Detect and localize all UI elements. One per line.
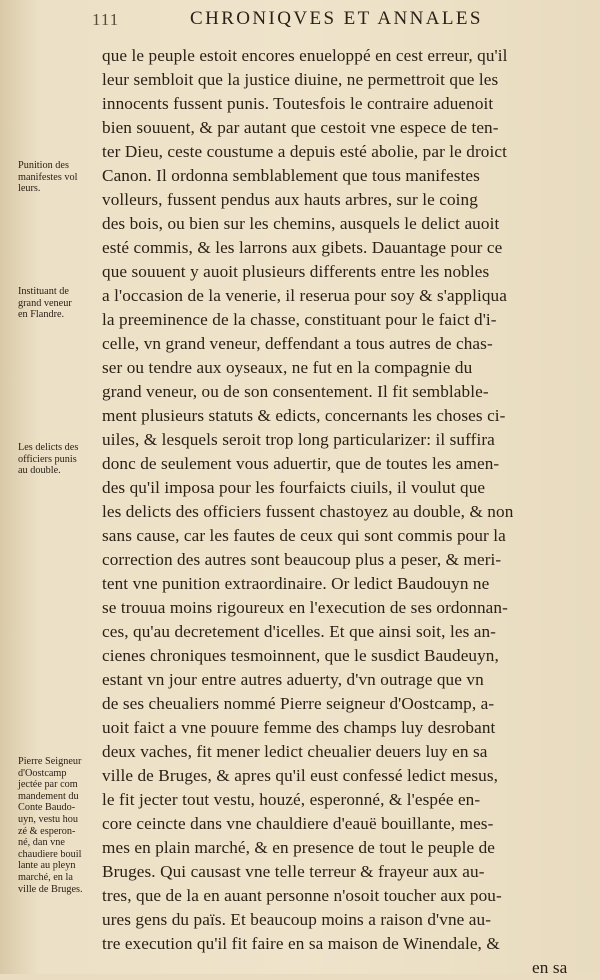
- running-head: CHRONIQVES ET ANNALES: [190, 8, 483, 29]
- note-line: au double.: [18, 465, 61, 477]
- text-line: ser ou tendre aux oyseaux, ne fut en la compagnie du: [102, 358, 473, 377]
- note-line: Conte Baudo-: [18, 802, 76, 814]
- text-line: la preeminence de la chasse, constituant pour le faict d'i-: [102, 310, 497, 329]
- note-line: marché, en la: [18, 871, 73, 883]
- text-line: cienes chroniques tesmoinnent, que le susdict Baudeuyn,: [102, 646, 499, 665]
- text-line: ter Dieu, ceste coustume a depuis esté abolie, par le droict: [102, 142, 507, 161]
- note-line: ville de Bruges.: [18, 883, 83, 895]
- note-line: uyn, vestu hou: [18, 813, 79, 825]
- text-line: que le peuple estoit encores enueloppé en cest erreur, qu'il: [102, 46, 508, 65]
- text-line: uiles, & lesquels seroit trop long particularizer: il suffira: [102, 430, 495, 449]
- note-line: lante au pleyn: [18, 860, 76, 872]
- text-line: se trouua moins rigoureux en l'execution de ses ordonnan-: [102, 598, 508, 617]
- text-line: donc de seulement vous aduertir, que de toutes les amen-: [102, 454, 500, 473]
- note-line: né, dan vne: [18, 837, 65, 849]
- text-line: des bois, ou bien sur les chemins, ausquels le delict auoit: [102, 214, 500, 233]
- text-line: estant vn jour entre autres aduerty, d'vn outrage que vn: [102, 670, 484, 689]
- note-line: Instituant de: [18, 286, 69, 297]
- text-line: a l'occasion de la venerie, il reserua pour soy & s'appliqua: [102, 286, 507, 305]
- note-line: Pierre Seigneur: [18, 756, 82, 767]
- note-line: jectée par com: [18, 779, 78, 791]
- note-line: chaudiere bouil: [18, 848, 82, 860]
- page-header: [0, 4, 600, 32]
- text-line: Bruges. Qui causast vne telle terreur & frayeur aux au-: [102, 862, 485, 881]
- note-line: en Flandre.: [18, 309, 65, 321]
- note-line: zé & esperon-: [18, 825, 76, 837]
- folio-number: 111: [92, 10, 120, 29]
- text-line: uoit faict a vne pouure femme des champs luy desrobant: [102, 718, 496, 737]
- margin-note-punition: [18, 160, 100, 195]
- text-line: grand veneur, ou de son consentement. Il fit semblable-: [102, 382, 489, 401]
- text-line: des qu'il imposa pour les fourfaicts ciuils, il voulut que: [102, 478, 486, 497]
- text-line: bien souuent, & par autant que cestoit vne espece de ten-: [102, 118, 499, 137]
- text-line: volleurs, fussent pendus aux hauts arbres, sur le coing: [102, 190, 478, 209]
- text-line: le fit jecter tout vestu, houzé, esperonné, & l'espée en-: [102, 790, 481, 809]
- text-line: tre execution qu'il fit faire en sa maison de Winendale, &: [102, 934, 500, 953]
- text-line: correction des autres sont beaucoup plus a peser, & meri-: [102, 550, 502, 569]
- margin-note-delicts: [18, 442, 100, 477]
- text-line: ment plusieurs statuts & edicts, concernants les choses ci-: [102, 406, 506, 425]
- text-line: de ses cheualiers nommé Pierre seigneur d'Oostcamp, a-: [102, 694, 495, 713]
- note-line: d'Oostcamp: [18, 767, 67, 779]
- note-line: manifestes vol: [18, 171, 78, 183]
- text-line: core ceincte dans vne chauldiere d'eauë bouillante, mes-: [102, 814, 494, 833]
- text-line: Canon. Il ordonna semblablement que tous manifestes: [102, 166, 480, 185]
- note-line: Punition des: [18, 160, 69, 171]
- note-line: officiers punis: [18, 453, 77, 465]
- text-line: innocents fussent punis. Toutesfois le contraire aduenoit: [102, 94, 494, 113]
- text-line: les delicts des officiers fussent chastoyez au double, & non: [102, 502, 514, 521]
- text-line: tres, que de la en auant personne n'osoit toucher aux pou-: [102, 886, 502, 905]
- catchword: en sa: [532, 958, 568, 977]
- text-line: celle, vn grand veneur, deffendant a tous autres de chas-: [102, 334, 493, 353]
- text-line: ville de Bruges, & apres qu'il eust confessé ledict mesus,: [102, 766, 499, 785]
- text-line: deux vaches, fit mener ledict cheualier deuers luy en sa: [102, 742, 488, 761]
- text-line: esté commis, & les larrons aux gibets. Dauantage pour ce: [102, 238, 503, 257]
- text-line: ces, qu'au decretement d'icelles. Et que ainsi soit, les an-: [102, 622, 497, 641]
- text-line: ures gens du païs. Et beaucoup moins a raison d'vne au-: [102, 910, 492, 929]
- text-line: mes en plain marché, & en presence de tout le peuple de: [102, 838, 496, 857]
- text-line: que souuent y auoit plusieurs differents entre les nobles: [102, 262, 490, 281]
- text-line: sans cause, car les fautes de ceux qui sont commis pour la: [102, 526, 506, 545]
- margin-note-instituant: [18, 286, 100, 321]
- margin-note-pierre: [18, 756, 100, 895]
- note-line: Les delicts des: [18, 442, 79, 453]
- text-line: leur sembloit que la justice diuine, ne permettroit que les: [102, 70, 499, 89]
- text-line: tent vne punition extraordinaire. Or ledict Baudouyn ne: [102, 574, 490, 593]
- note-line: leurs.: [18, 183, 41, 195]
- note-line: mandement du: [18, 790, 79, 802]
- note-line: grand veneur: [18, 297, 72, 309]
